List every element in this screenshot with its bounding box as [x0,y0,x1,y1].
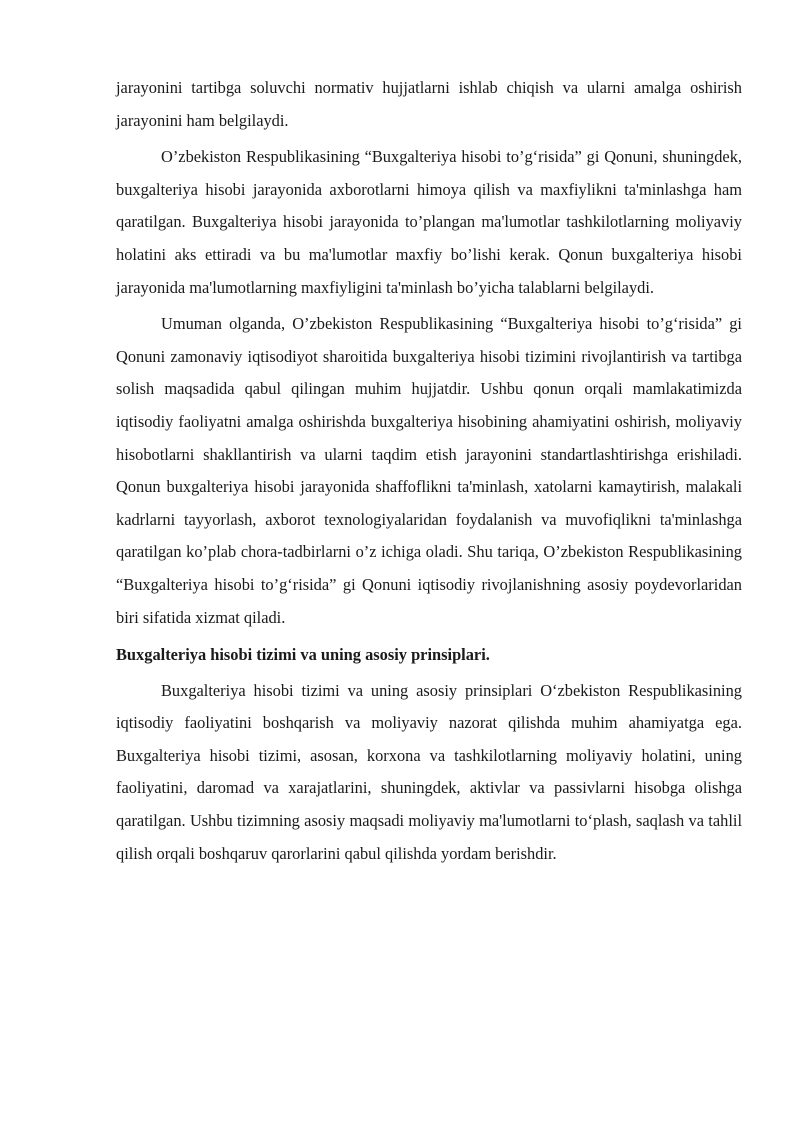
paragraph-accounting-system: Buxgalteriya hisobi tizimi va uning asosiy prinsiplari O‘zbekiston Respublikasining iqtisodiy faoliyatini boshqarish va moliyaviy nazorat qilishda muhim ahamiyatga ega. Buxgalteriya hisobi tizimi, asosan, korxona va tashkilotlarning moliyaviy holatini, uning faoliyatini, daromad va xarajatlarini, shuningdek, aktivlar va passivlarni hisobga olishga qaratilgan. Ushbu tizimning asosiy maqsadi moliyaviy ma'lumotlarni to‘plash, saqlash va tahlil qilish orqali boshqaruv qarorlarini qabul qilishda yordam berishdir. [116,680,742,863]
section-heading: Buxgalteriya hisobi tizimi va uning asosiy prinsiplari. [116,645,490,665]
paragraph-continuation: jarayonini tartibga soluvchi normativ hujjatlarni ishlab chiqish va ularni amalga oshirish jarayonini ham belgilaydi. [116,78,742,130]
paragraph-law-summary: Umuman olganda, O’zbekiston Respublikasining “Buxgalteriya hisobi to’g‘risida” gi Qonuni zamonaviy iqtisodiyot sharoitida buxgalteriya hisobi tizimini rivojlantirish va tartibga solish maqsadida qabul qilingan muhim hujjatdir. Ushbu qonun orqali mamlakatimizda iqtisodiy faoliyatni amalga oshirishda buxgalteriya hisobining ahamiyatini oshirish, moliyaviy hisobotlarni shakllantirish va ularni taqdim etish jarayonini standartlashtirishga erishiladi. Qonun buxgalteriya hisobi jarayonida shaffoflikni ta'minlash, xatolarni kamaytirish, malakali kadrlarni tayyorlash, axborot texnologiyalaridan foydalanish va muvofiqlikni ta'minlashga qaratilgan ko’plab chora-tadbirlarni o’z ichiga oladi. Shu tariqa, O’zbekiston Respublikasining “Buxgalteriya hisobi to’g‘risida” gi Qonuni iqtisodiy rivojlanishning asosiy poydevorlaridan biri sifatida xizmat qiladi. [116,314,742,627]
document-page [116,72,742,870]
paragraph-law-confidentiality: O’zbekiston Respublikasining “Buxgalteriya hisobi to’g‘risida” gi Qonuni, shuningdek, buxgalteriya hisobi jarayonida axborotlarni himoya qilish va maxfiylikni ta'minlashga ham qaratilgan. Buxgalteriya hisobi jarayonida to’plangan ma'lumotlar tashkilotlarning moliyaviy holatini aks ettiradi va bu ma'lumotlar maxfiy bo’lishi kerak. Qonun buxgalteriya hisobi jarayonida ma'lumotlarning maxfiyligini ta'minlash bo’yicha talablarni belgilaydi. [116,147,742,297]
